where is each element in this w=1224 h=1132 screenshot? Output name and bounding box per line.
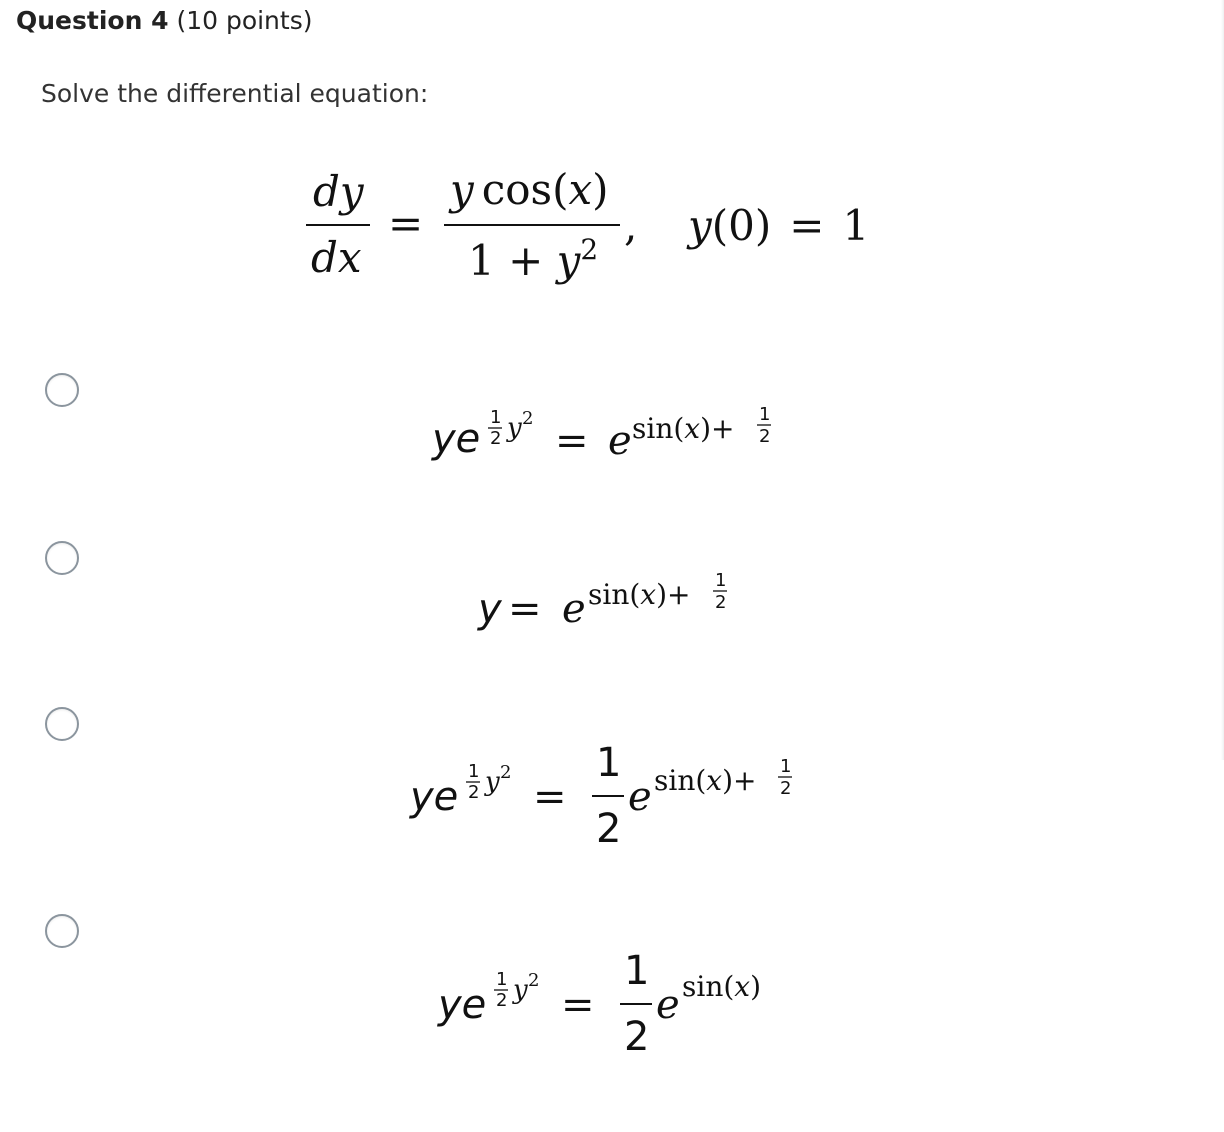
option-b-equation xyxy=(470,558,770,648)
option-d-radio[interactable] xyxy=(45,914,79,948)
eq-rhs-denominator: $1 + y^2$ xyxy=(468,233,599,285)
option-b-rhs-e: e xyxy=(562,586,586,632)
option-d-equation xyxy=(428,938,808,1068)
option-d-lhs-base: ye xyxy=(438,982,487,1028)
option-a-rhs-exp-num: 1 xyxy=(759,404,771,425)
eq-initial-condition: y(0) = 1 xyxy=(688,201,870,250)
option-b-radio[interactable] xyxy=(45,541,79,575)
option-c-equation xyxy=(400,730,820,860)
option-d-rhs-e: e xyxy=(656,982,680,1028)
option-a-lhs-base: ye xyxy=(432,416,481,462)
option-d-coef-den: 2 xyxy=(624,1014,650,1060)
option-b-rhs-exp-den: 2 xyxy=(715,592,727,613)
question-prompt: Solve the differential equation: xyxy=(41,79,429,108)
option-a-lhs-exp-den: 2 xyxy=(490,428,502,449)
option-a-lhs-exp-num: 1 xyxy=(490,407,502,428)
option-b-rhs-exp-num: 1 xyxy=(715,570,727,591)
option-c-lhs-exp-num: 1 xyxy=(468,761,480,782)
option-c-rhs-e: e xyxy=(628,774,652,820)
question-points: (10 points) xyxy=(176,6,313,35)
question-title: Question 4 xyxy=(16,6,169,35)
option-c-radio[interactable] xyxy=(45,707,79,741)
option-d-rhs-exp: sin(x) xyxy=(682,970,762,1003)
option-a-radio[interactable] xyxy=(45,373,79,407)
option-d-coef-num: 1 xyxy=(624,948,650,994)
option-b-equals: = xyxy=(508,586,542,632)
option-c-lhs-exp-den: 2 xyxy=(468,782,480,803)
option-d-lhs-exp-num: 1 xyxy=(496,969,508,990)
eq-lhs-denominator: dx xyxy=(311,233,362,282)
option-d-lhs-exp-pow: 2 xyxy=(528,970,540,991)
option-a-rhs-e: e xyxy=(608,418,632,464)
option-c-coef-num: 1 xyxy=(596,740,622,786)
option-a-equals: = xyxy=(555,418,589,464)
eq-comma: , xyxy=(624,201,638,250)
option-c-rhs-exp-num: 1 xyxy=(780,756,792,777)
option-a-rhs-exp-den: 2 xyxy=(759,426,771,447)
option-d-lhs-exp-y: y xyxy=(513,975,528,1005)
option-a-equation xyxy=(420,390,800,480)
option-c-rhs-exp-den: 2 xyxy=(780,778,792,799)
option-d-lhs-exp-den: 2 xyxy=(496,990,508,1011)
option-b-rhs-exp: sin(x)+ xyxy=(588,578,691,611)
option-c-equals: = xyxy=(533,774,567,820)
differential-equation xyxy=(0,0,1224,300)
option-c-lhs-exp-pow: 2 xyxy=(500,762,512,783)
option-c-coef-den: 2 xyxy=(596,806,622,852)
option-c-lhs-exp-y: y xyxy=(485,767,500,797)
eq-rhs-numerator: y cos(x) xyxy=(450,165,609,214)
option-a-rhs-exp: sin(x)+ xyxy=(632,412,735,445)
option-d-equals: = xyxy=(561,982,595,1028)
eq-equals: = xyxy=(388,199,424,248)
option-a-lhs-exp-y: y xyxy=(507,413,522,443)
option-c-lhs-base: ye xyxy=(410,774,459,820)
option-c-rhs-exp: sin(x)+ xyxy=(654,764,757,797)
option-a-lhs-exp-pow: 2 xyxy=(522,408,534,429)
eq-lhs-numerator: dy xyxy=(313,167,364,216)
option-b-lhs-y: y xyxy=(478,586,502,632)
